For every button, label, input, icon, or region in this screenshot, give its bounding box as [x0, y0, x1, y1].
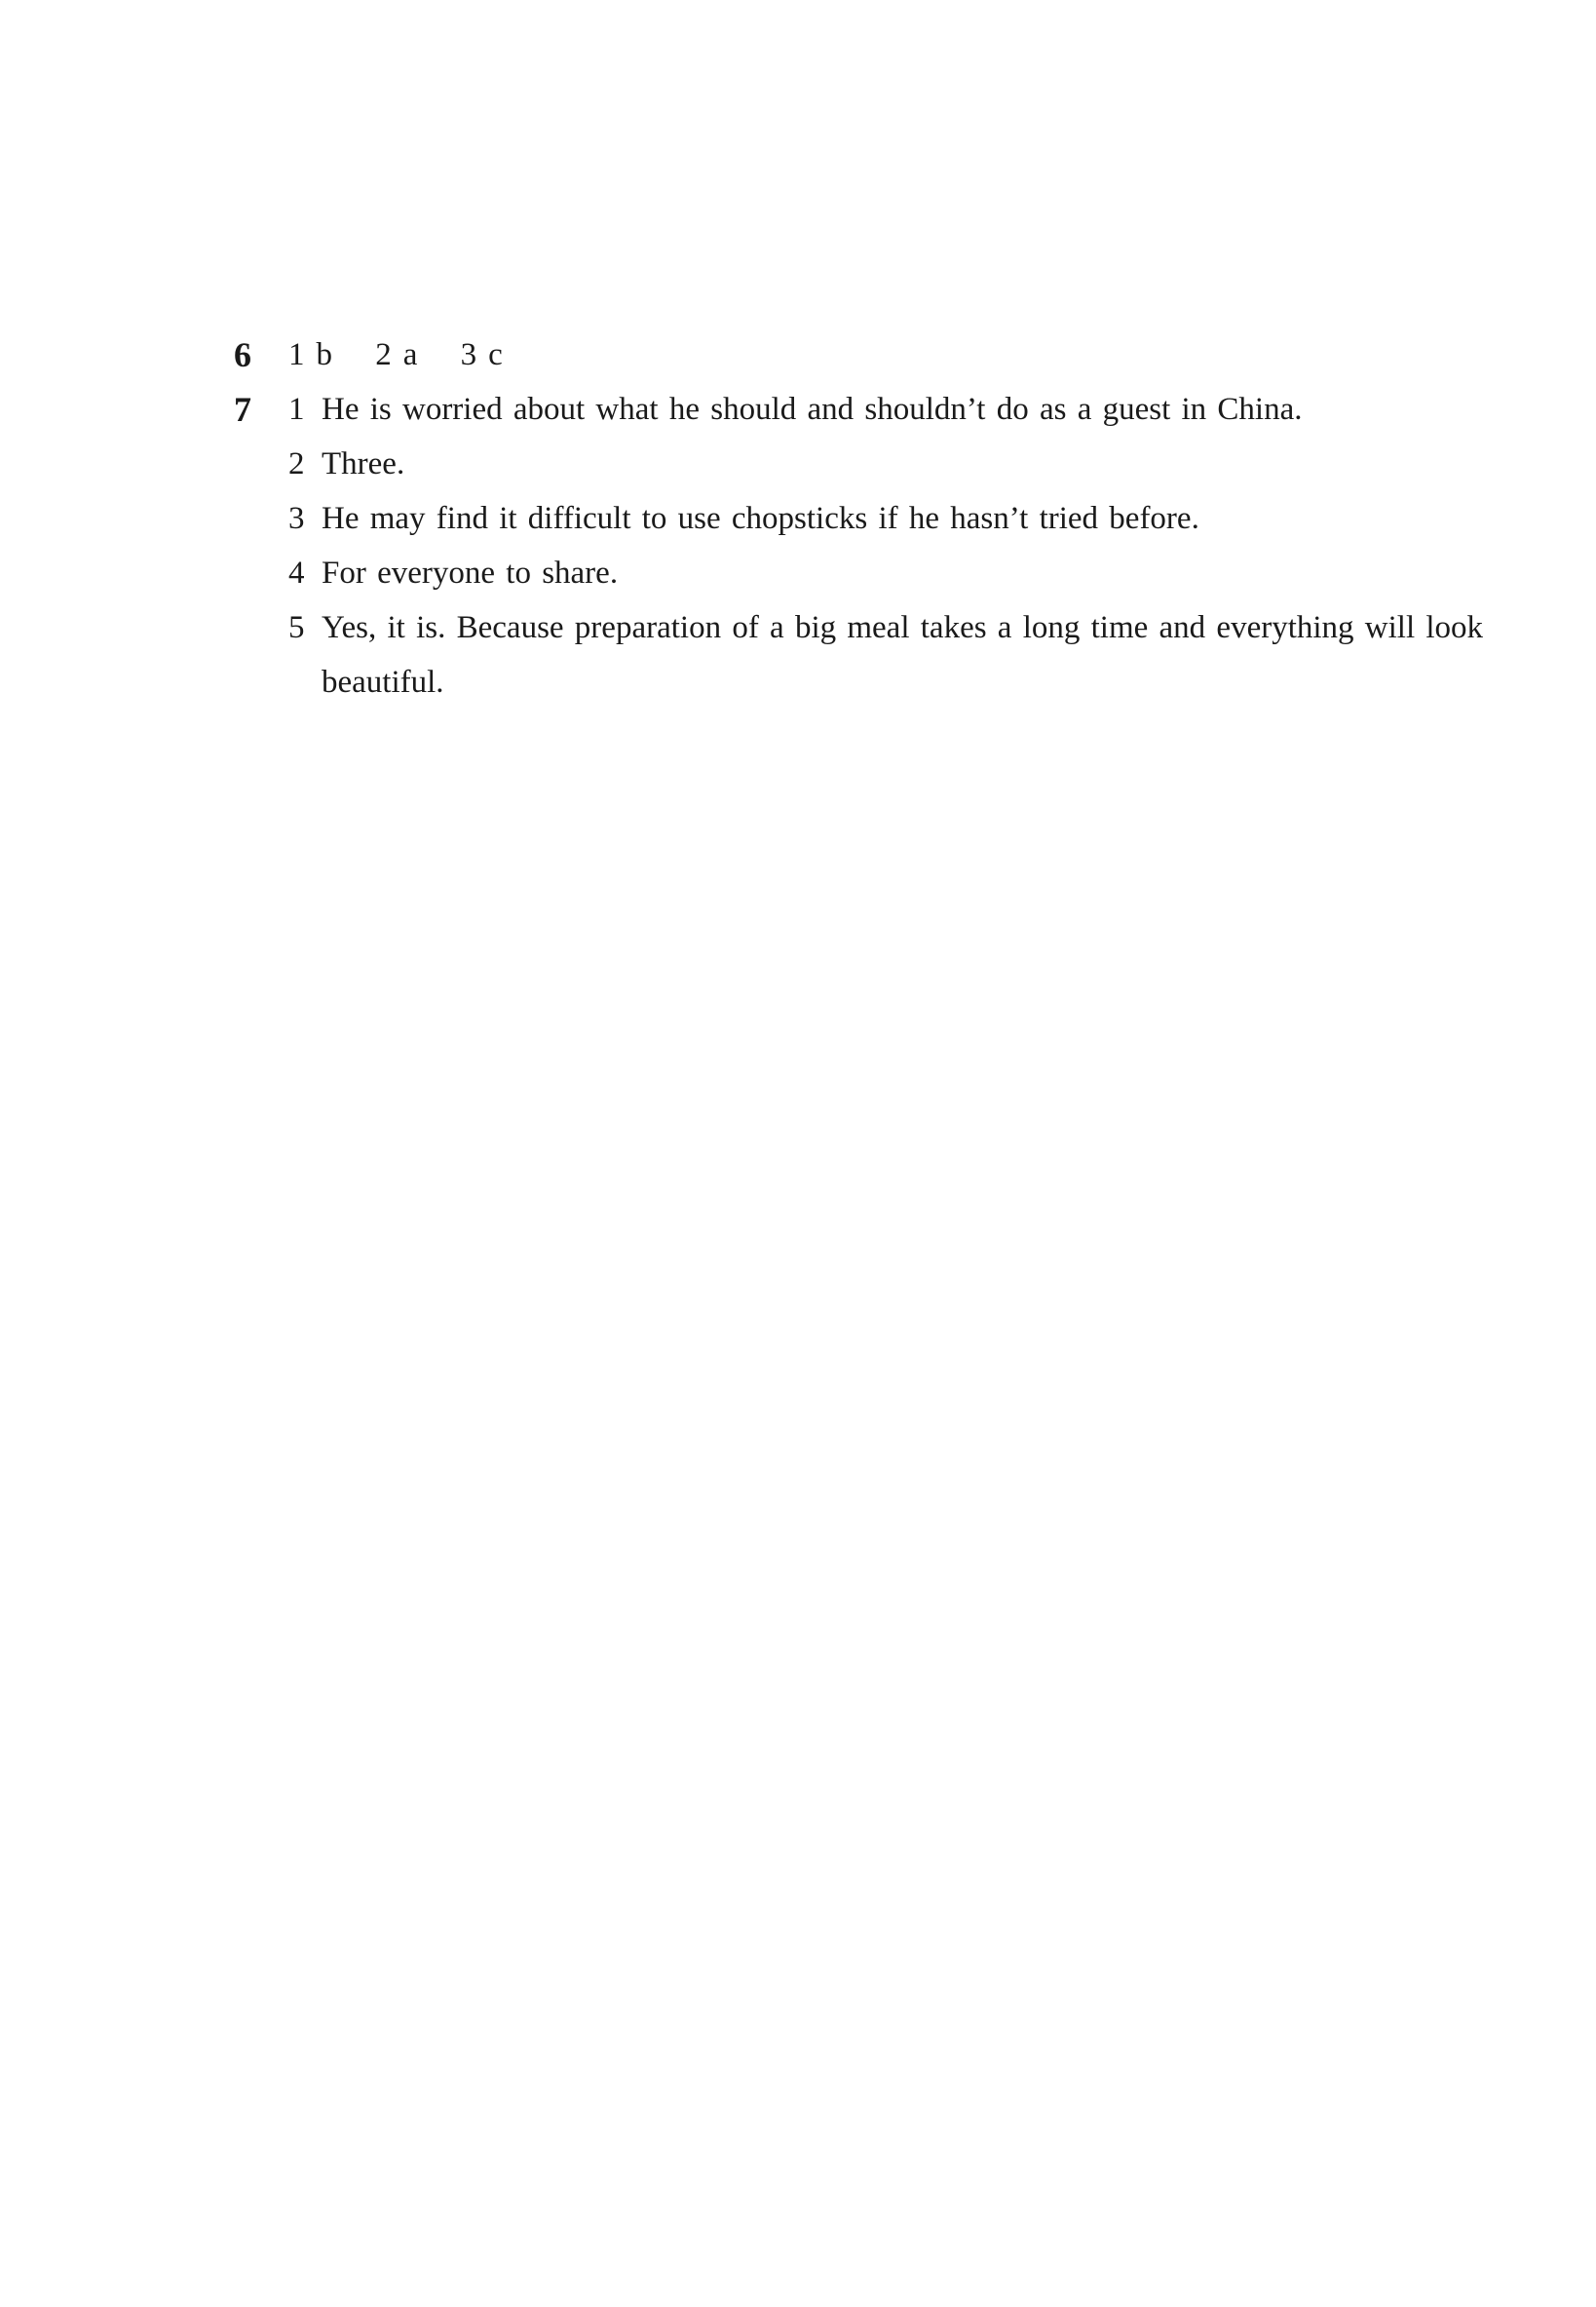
answer-number: 4: [288, 556, 305, 591]
answer-item: [288, 600, 1559, 710]
answer-number: 2: [375, 337, 392, 372]
section-number: 7: [234, 390, 251, 429]
answer-number: 2: [288, 446, 305, 481]
answer-text: He may find it difficult to use chopsticks if he hasn’t tried before.: [322, 501, 1199, 536]
answer-number: 1: [288, 337, 305, 372]
answer-text: c: [488, 337, 503, 372]
answer-number: 3: [460, 337, 477, 372]
answer-list: [288, 327, 1559, 382]
answer-item: [288, 327, 332, 382]
answer-list: [288, 382, 1559, 710]
answer-text: b: [316, 337, 332, 372]
answer-item: [288, 546, 1559, 600]
answer-item: [288, 491, 1559, 546]
answer-text: He is worried about what he should and shouldn’t do as a guest in China.: [322, 392, 1303, 427]
section-7: [234, 382, 1559, 710]
answer-item: [461, 327, 503, 382]
section-number: 6: [234, 335, 251, 374]
answer-text: a: [402, 337, 418, 372]
answer-number: 1: [288, 392, 305, 427]
answer-item: [375, 327, 417, 382]
answer-text: Yes, it is. Because preparation of a big meal takes a long time and everything will look beautiful.: [322, 610, 1484, 700]
answer-text: For everyone to share.: [322, 556, 619, 591]
answer-item: [288, 437, 1559, 491]
answer-number: 3: [288, 501, 305, 536]
section-6: [234, 327, 1559, 382]
answer-item: [288, 382, 1559, 437]
answer-text: Three.: [322, 446, 405, 481]
answer-number: 5: [288, 610, 305, 645]
